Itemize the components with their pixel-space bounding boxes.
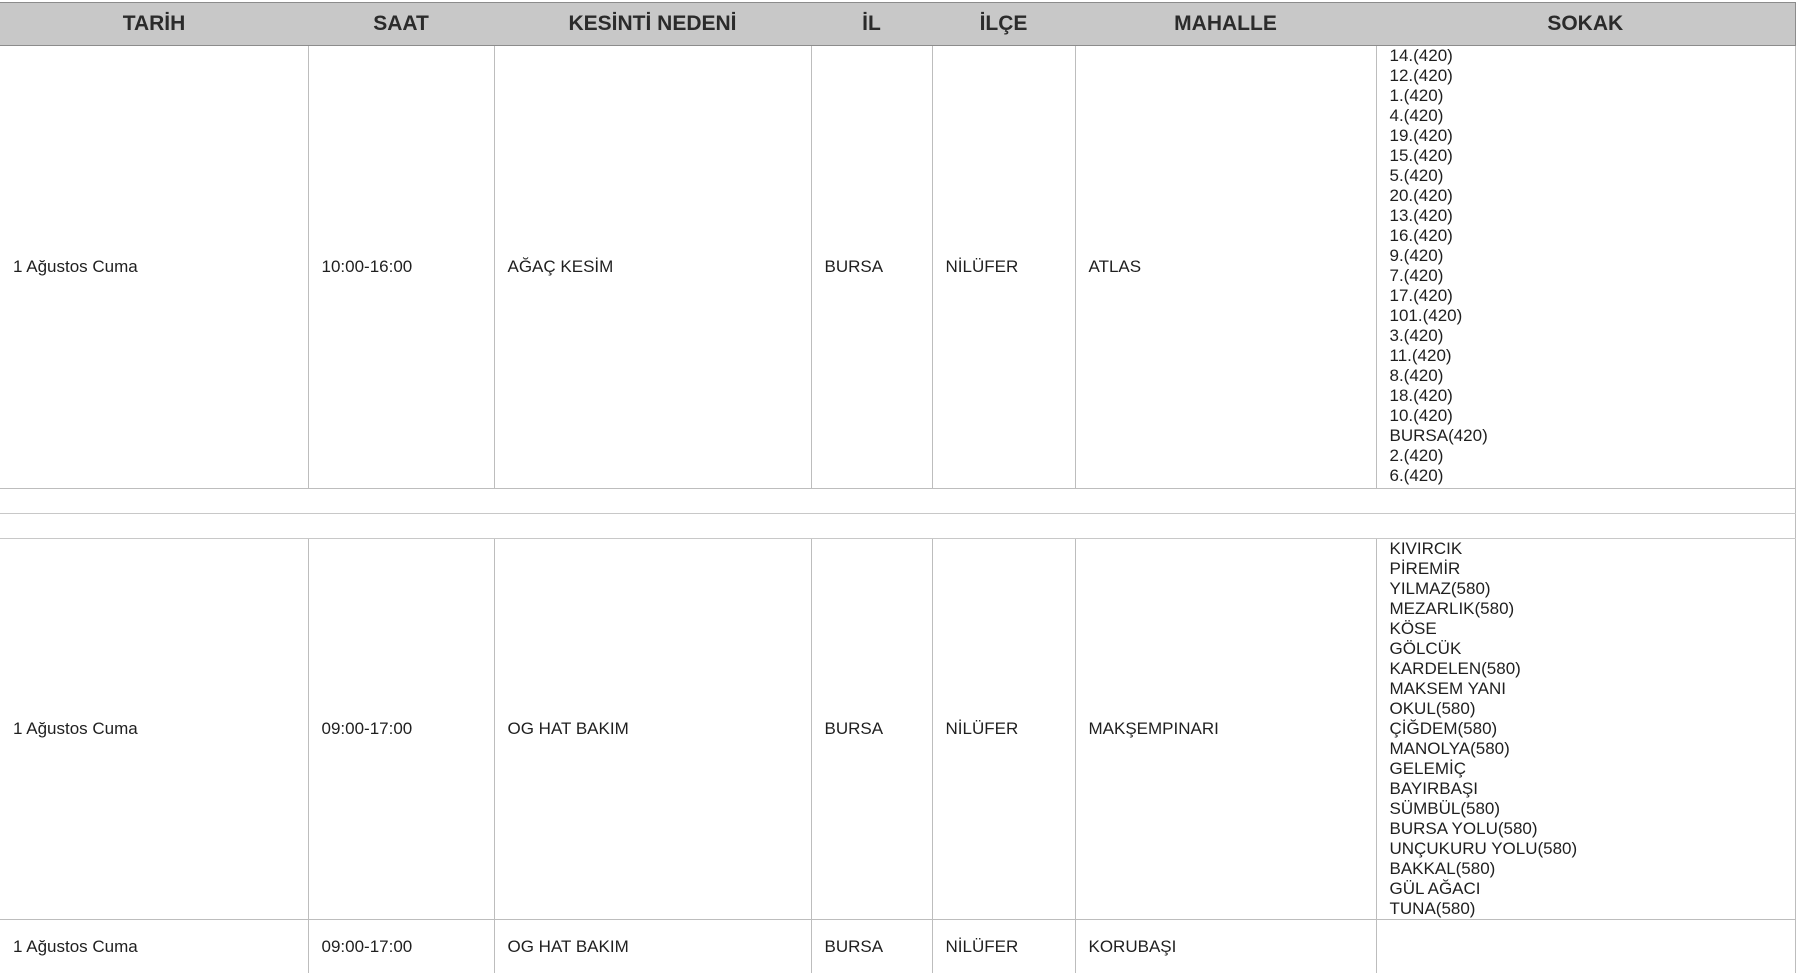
street-item: KÖSE bbox=[1390, 619, 1795, 639]
table-row bbox=[0, 539, 1795, 920]
header-sokak: SOKAK bbox=[1376, 3, 1795, 46]
street-item: GELEMİÇ bbox=[1390, 759, 1795, 779]
spacer-row bbox=[0, 489, 1795, 514]
street-item: SÜMBÜL(580) bbox=[1390, 799, 1795, 819]
cell-saat: 09:00-17:00 bbox=[308, 920, 494, 973]
street-item: 8.(420) bbox=[1390, 366, 1795, 386]
street-item: BAYIRBAŞI bbox=[1390, 779, 1795, 799]
header-ilce: İLÇE bbox=[932, 3, 1075, 46]
header-tarih: TARİH bbox=[0, 3, 308, 46]
street-item: 13.(420) bbox=[1390, 206, 1795, 226]
street-item: TUNA(580) bbox=[1390, 899, 1795, 919]
street-item: 6.(420) bbox=[1390, 466, 1795, 486]
cell-tarih: 1 Ağustos Cuma bbox=[0, 46, 308, 489]
cell-tarih: 1 Ağustos Cuma bbox=[0, 920, 308, 973]
cell-il: BURSA bbox=[811, 920, 932, 973]
street-item: UNÇUKURU YOLU(580) bbox=[1390, 839, 1795, 859]
spacer-cell bbox=[0, 514, 1795, 539]
street-item: 1.(420) bbox=[1390, 86, 1795, 106]
cell-ilce: NİLÜFER bbox=[932, 539, 1075, 920]
cell-il: BURSA bbox=[811, 46, 932, 489]
outage-table bbox=[0, 2, 1796, 973]
street-item: BURSA YOLU(580) bbox=[1390, 819, 1795, 839]
street-item: 5.(420) bbox=[1390, 166, 1795, 186]
cell-kesinti-nedeni: OG HAT BAKIM bbox=[494, 539, 811, 920]
street-item: GÜL AĞACI bbox=[1390, 879, 1795, 899]
spacer-cell bbox=[0, 489, 1795, 514]
cell-sokak bbox=[1376, 46, 1795, 489]
cell-sokak bbox=[1376, 920, 1795, 973]
street-item: 15.(420) bbox=[1390, 146, 1795, 166]
street-item: 16.(420) bbox=[1390, 226, 1795, 246]
table-body bbox=[0, 46, 1795, 973]
cell-il: BURSA bbox=[811, 539, 932, 920]
street-item: KIVIRCIK bbox=[1390, 539, 1795, 559]
cell-kesinti-nedeni: OG HAT BAKIM bbox=[494, 920, 811, 973]
outage-schedule bbox=[0, 2, 1795, 973]
street-item: 9.(420) bbox=[1390, 246, 1795, 266]
street-item: 12.(420) bbox=[1390, 66, 1795, 86]
cell-kesinti-nedeni: AĞAÇ KESİM bbox=[494, 46, 811, 489]
cell-ilce: NİLÜFER bbox=[932, 46, 1075, 489]
street-item: 2.(420) bbox=[1390, 446, 1795, 466]
street-item: GÖLCÜK bbox=[1390, 639, 1795, 659]
street-item: MANOLYA(580) bbox=[1390, 739, 1795, 759]
street-item: 17.(420) bbox=[1390, 286, 1795, 306]
street-item: 3.(420) bbox=[1390, 326, 1795, 346]
spacer-row bbox=[0, 514, 1795, 539]
street-item: 7.(420) bbox=[1390, 266, 1795, 286]
cell-mahalle: MAKŞEMPINARI bbox=[1075, 539, 1376, 920]
header-row bbox=[0, 3, 1795, 46]
cell-tarih: 1 Ağustos Cuma bbox=[0, 539, 308, 920]
cell-mahalle: KORUBAŞI bbox=[1075, 920, 1376, 973]
street-item: 4.(420) bbox=[1390, 106, 1795, 126]
street-item: KARDELEN(580) bbox=[1390, 659, 1795, 679]
table-header bbox=[0, 3, 1795, 46]
street-item: YILMAZ(580) bbox=[1390, 579, 1795, 599]
street-item: 18.(420) bbox=[1390, 386, 1795, 406]
street-item: BURSA(420) bbox=[1390, 426, 1795, 446]
street-item: 20.(420) bbox=[1390, 186, 1795, 206]
cell-saat: 09:00-17:00 bbox=[308, 539, 494, 920]
street-item: MEZARLIK(580) bbox=[1390, 599, 1795, 619]
cell-ilce: NİLÜFER bbox=[932, 920, 1075, 973]
street-item: 10.(420) bbox=[1390, 406, 1795, 426]
table-row bbox=[0, 46, 1795, 489]
header-kesinti-nedeni: KESİNTİ NEDENİ bbox=[494, 3, 811, 46]
header-il: İL bbox=[811, 3, 932, 46]
street-item: MAKSEM YANI bbox=[1390, 679, 1795, 699]
cell-sokak bbox=[1376, 539, 1795, 920]
street-item: BAKKAL(580) bbox=[1390, 859, 1795, 879]
header-saat: SAAT bbox=[308, 3, 494, 46]
street-item: 101.(420) bbox=[1390, 306, 1795, 326]
header-mahalle: MAHALLE bbox=[1075, 3, 1376, 46]
street-item: 11.(420) bbox=[1390, 346, 1795, 366]
table-row bbox=[0, 920, 1795, 973]
street-item: ÇİĞDEM(580) bbox=[1390, 719, 1795, 739]
cell-mahalle: ATLAS bbox=[1075, 46, 1376, 489]
street-item: PİREMİR bbox=[1390, 559, 1795, 579]
street-item: 14.(420) bbox=[1390, 46, 1795, 66]
cell-saat: 10:00-16:00 bbox=[308, 46, 494, 489]
street-item: 19.(420) bbox=[1390, 126, 1795, 146]
street-item: OKUL(580) bbox=[1390, 699, 1795, 719]
